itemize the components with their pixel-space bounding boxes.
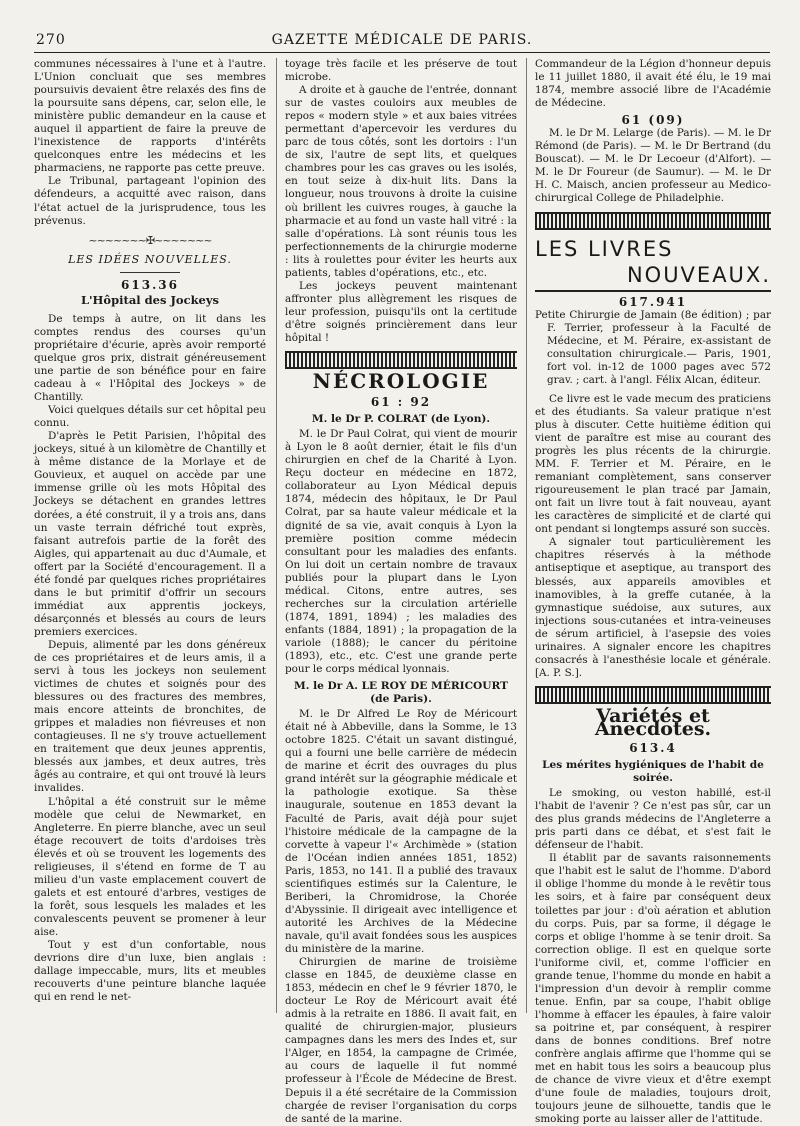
paragraph: Ce livre est le vade mecum des praticiens et des étudiants. Sa valeur pratique n'est plus à discuter. Cette huitième édition qui vient de paraître est mise au courant des progrès les plus récents de la chirurgie. MM. F. Terrier et M. Péraire, en le remaniant complètement, sans conserver rigoureusement le plan tracé par Jamain, ont fait un livre tout à fait nouveau, ayant les caractères de simplicité et de clarté qui ont pendant si longtemps assuré son succès. bbox=[535, 392, 771, 536]
paragraph: M. le Dr M. Lelarge (de Paris). — M. le Dr Rémond (de Paris). — M. le Dr Bertrand (du Bouscat). — M. le Dr Lecoeur (d'Alfort). — M. le Dr Foureur (de Saumur). — M. le Dr H. C. Maisch, ancien professeur au Medico-chirurgical College de Philadelphie. bbox=[535, 127, 771, 205]
paragraph: Les jockeys peuvent maintenant affronter plus allègrement les risques de leur profession, puisqu'ils ont la certitude d'être soignés princièrement dans leur hôpital ! bbox=[285, 279, 517, 344]
paragraph: L'hôpital a été construit sur le même modèle que celui de Newmarket, en Angleterre. En pierre blanche, avec un seul étage recouvert de toits d'ardoises très élevés et où se trouvent les logements des religieuses, il s'étend en forme de T au milieu d'un vaste emplacement couvert de galets et est entouré d'arbres, vestiges de la forêt, sous lesquels les malades et les convalescents peuvent se promener à leur aise. bbox=[34, 795, 266, 938]
article-title: Les mérites hygiéniques de l'habit de soirée. bbox=[542, 759, 764, 785]
paragraph: A signaler tout particulièrement les chapitres réservés à la méthode antiseptique et aseptique, au transport des blessés, aux appareils amovibles et inamovibles, à la greffe cutanée, à la gymnastique suédoise, aux sutures, aux injections sous-cutanées et intra-veineuses de sérum artificiel, à l'asepsie des voies urinaires. A signaler encore les chapitres consacrés à l'anesthésie locale et générale. [A. P. S.]. bbox=[535, 536, 771, 679]
column-divider-1 bbox=[276, 58, 277, 1013]
paragraph: Chirurgien de marine de troisième classe en 1845, de deuxième classe en 1853, médecin en chef le 9 février 1870, le docteur Le Roy de Méricourt avait été admis à la retraite en 1886. Il avait fait, en qualité de chirurgien-major, plusieurs campagnes dans les mers des Indes et, sur l'Alger, en 1854, la campagne de Crimée, au cours de laquelle il fut nommé professeur à l'École de Médecine de Brest. Depuis il a été secrétaire de la Commission chargée de reviser l'organisation du corps de santé de la marine. bbox=[285, 956, 517, 1125]
paragraph: De temps à autre, on lit dans les comptes rendus des courses qu'un propriétaire d'écurie, après avoir remporté quelque gros prix, distrait généreusement une partie de son bénéfice pour en faire cadeau à « l'Hôpital des Jockeys » de Chantilly. bbox=[34, 312, 266, 404]
classification-number: 61 (09) bbox=[621, 113, 685, 128]
page-header bbox=[34, 30, 770, 53]
section-heading bbox=[535, 236, 771, 292]
paragraph: communes nécessaires à l'une et à l'autre. L'Union concluait que ses membres poursuivis devaient être relaxés des fins de la poursuite sans dépens, car, selon elle, le ministère public demandeur en la cause et auquel il appartient de faire la preuve de l'inexistence de rapports d'intérêts quelconques entre les médecins et les pharmaciens, ne rapporte pas cette preuve. bbox=[34, 58, 266, 175]
ornament-divider: ~~~~~~~✠~~~~~~~ bbox=[88, 233, 212, 247]
paragraph: Tout y est d'un confortable, nous devrions dire d'un luxe, bien anglais : dallage impeccable, murs, lits et meubles recouverts d'une peinture blanche laquée qui en rend le net- bbox=[34, 939, 266, 1004]
section-heading: Variétés et Anecdotes. bbox=[594, 704, 712, 740]
section-heading: LES IDÉES NOUVELLES. bbox=[68, 252, 232, 266]
book-reference: Petite Chirurgie de Jamain (8e édition) ; par F. Terrier, professeur à la Faculté de Médecine, et M. Péraire, ex-assistant de consultation chirurgicale.— Paris, 1901, fort vol. in-12 de 1000 pages avec 572 grav. ; cart. à l'angl. Félix Alcan, éditeur. bbox=[535, 308, 771, 386]
ornament-band bbox=[285, 351, 517, 369]
column-divider-2 bbox=[526, 58, 527, 1013]
article-title: L'Hôpital des Jockeys bbox=[80, 292, 220, 307]
journal-title: GAZETTE MÉDICALE DE PARIS. bbox=[271, 32, 533, 48]
paragraph: Le Tribunal, partageant l'opinion des défendeurs, a acquitté avec raison, dans l'état actuel de la jurisprudence, tous les prévenus. bbox=[34, 175, 266, 227]
ornament-band bbox=[535, 212, 771, 230]
paragraph: Le smoking, ou veston habillé, est-il l'habit de l'avenir ? Ce n'est pas sûr, car un des plus grands médecins de l'Angleterre a pris parti dans ce débat, et s'est fait le défenseur de l'habit. bbox=[535, 787, 771, 852]
paragraph: Voici quelques détails sur cet hôpital peu connu. bbox=[34, 404, 266, 430]
page-number: 270 bbox=[36, 32, 66, 48]
obituary-heading: M. le Dr A. LE ROY DE MÉRICOURT (de Paris). bbox=[293, 680, 508, 706]
classification-number: 613.4 bbox=[629, 740, 677, 755]
column-2 bbox=[285, 58, 517, 1125]
divider bbox=[120, 272, 180, 273]
paragraph: A droite et à gauche de l'entrée, donnant sur de vastes couloirs aux meubles de repos « modern style » et aux baies vitrées permettant d'apercevoir les verdures du parc de tous côtés, sont les dortoirs : l'un de six, l'autre de sept lits, et quelques chambres pour les cas graves ou les isolés, en tout seize à dix-huit lits. Dans la longueur, nous trouvons à droite la cuisine où brillent les cuivres rouges, à gauche la pharmacie et au fond un vaste hall vitré : la salle d'opérations. Là sont réunis tous les perfectionnements de la chirurgie moderne : lits à roulettes pour éviter les heurts aux patients, tables d'opérations, etc., etc. bbox=[285, 84, 517, 279]
paragraph: Commandeur de la Légion d'honneur depuis le 11 juillet 1880, il avait été élu, le 19 mai 1874, membre associé libre de l'Académie de Médecine. bbox=[535, 58, 771, 110]
classification-number: 61 : 92 bbox=[370, 395, 432, 410]
paragraph: Il établit par de savants raisonnements que l'habit est le salut de l'homme. D'abord il oblige l'homme du monde à le revêtir tous les soirs, et à faire par conséquent deux toilettes par jour : d'où aération et ablution du corps. Puis, par sa forme, il dégage le corps et oblige l'homme à se tenir droit. Sa correction oblige. Il est en quelque sorte l'uniforme civil, et, comme l'officier en grande tenue, l'homme du monde en habit a l'impression d'un devoir à remplir comme tenue. Enfin, par sa coupe, l'habit oblige l'homme à effacer les épaules, à faire valoir sa poitrine et, par conséquent, à respirer dans de bonnes conditions. Bref notre confrère anglais affirme que l'homme qui se met en habit tous les soirs a beaucoup plus de chance de vivre vieux et d'être exempt d'une foule de maladies, toujours droit, toujours jeune de silhouette, tandis que le smoking porte au laisser aller de l'attitude. bbox=[535, 852, 771, 1126]
paragraph: Depuis, alimenté par les dons généreux de ces propriétaires et de leurs amis, il a servi à tous les jockeys non seulement victimes de chutes et soignés pour des blessures ou des fractures des membres, mais encore atteints de bronchites, de grippes et maladies non fiévreuses et non contagieuses. Il ne s'y trouve actuellement en traitement que deux jeunes apprentis, blessés aux jambes, et deux autres, très âgés au contraire, et qui ont trouvé là leurs invalides. bbox=[34, 638, 266, 795]
paragraph: D'après le Petit Parisien, l'hôpital des jockeys, situé à un kilomètre de Chantilly et à même distance de la Morlaye et de Gouvieux, et auquel on accède par une immense grille où les mots Hôpital des Jockeys se détachent en grandes lettres dorées, a été construit, il y a trois ans, dans un vaste terrain défriché tout exprès, faisant autrefois partie de la forêt des Aigles, qui appartenait au duc d'Aumale, et offert par la Société d'encouragement. Il a été fondé par quelques riches propriétaires dans le but primitif d'offrir un secours immédiat aux apprentis jockeys, désarçonnés et blessés au cours de leurs premiers exercices. bbox=[34, 430, 266, 638]
section-heading: NÉCROLOGIE bbox=[312, 369, 490, 394]
section-heading-line-1: LES LIVRES bbox=[535, 236, 674, 261]
paragraph: M. le Dr Alfred Le Roy de Méricourt était né à Abbeville, dans la Somme, le 13 octobre 1825. C'était un savant distingué, qui a fourni une belle carrière de médecin de marine et écrit des ouvrages du plus grand intérêt sur la géographie médicale et la pathologie exotique. Sa thèse inaugurale, soutenue en 1853 devant la Faculté de Paris, avait déjà pour sujet l'histoire médicale de la campagne de la corvette à vapeur l'« Archimède » (station de l'Océan indien années 1851, 1852) Paris, 1853, no 141. Il a publié des travaux scientifiques estimés sur la Calenture, le Beriberi, la Chromidrose, la Chorée d'Abyssinie. Il dirigeait avec intelligence et autorité les Archives de la Médecine navale, qu'il avait fondées sous les auspices du ministère de la marine. bbox=[285, 708, 517, 955]
ornament-band bbox=[535, 686, 771, 704]
classification-number: 613.36 bbox=[121, 277, 179, 292]
paragraph: toyage très facile et les préserve de tout microbe. bbox=[285, 58, 517, 84]
classification-number: 617.941 bbox=[618, 294, 688, 309]
obituary-heading: M. le Dr P. COLRAT (de Lyon). bbox=[311, 413, 491, 426]
paragraph: M. le Dr Paul Colrat, qui vient de mourir à Lyon le 8 août dernier, était le fils d'un chirurgien en chef de la Charité à Lyon. Reçu docteur en médecine en 1872, collaborateur au Lyon Médical depuis 1874, médecin des hôpitaux, le Dr Paul Colrat, par sa haute valeur médicale et la dignité de sa vie, avait conquis à Lyon la première position comme médecin consultant pour les maladies des enfants. On lui doit un certain nombre de travaux publiés pour la plupart dans le Lyon médical. Citons, entre autres, ses recherches sur la circulation artérielle (1874, 1891, 1894) ; les maladies des enfants (1884, 1891) ; la propagation de la variole (1888); le cancer du péritoine (1893), etc., etc. C'est une grande perte pour le corps médical lyonnais. bbox=[285, 428, 517, 676]
section-heading-line-2: NOUVEAUX. bbox=[535, 262, 771, 292]
column-3 bbox=[535, 58, 771, 1126]
column-1 bbox=[34, 58, 266, 1013]
